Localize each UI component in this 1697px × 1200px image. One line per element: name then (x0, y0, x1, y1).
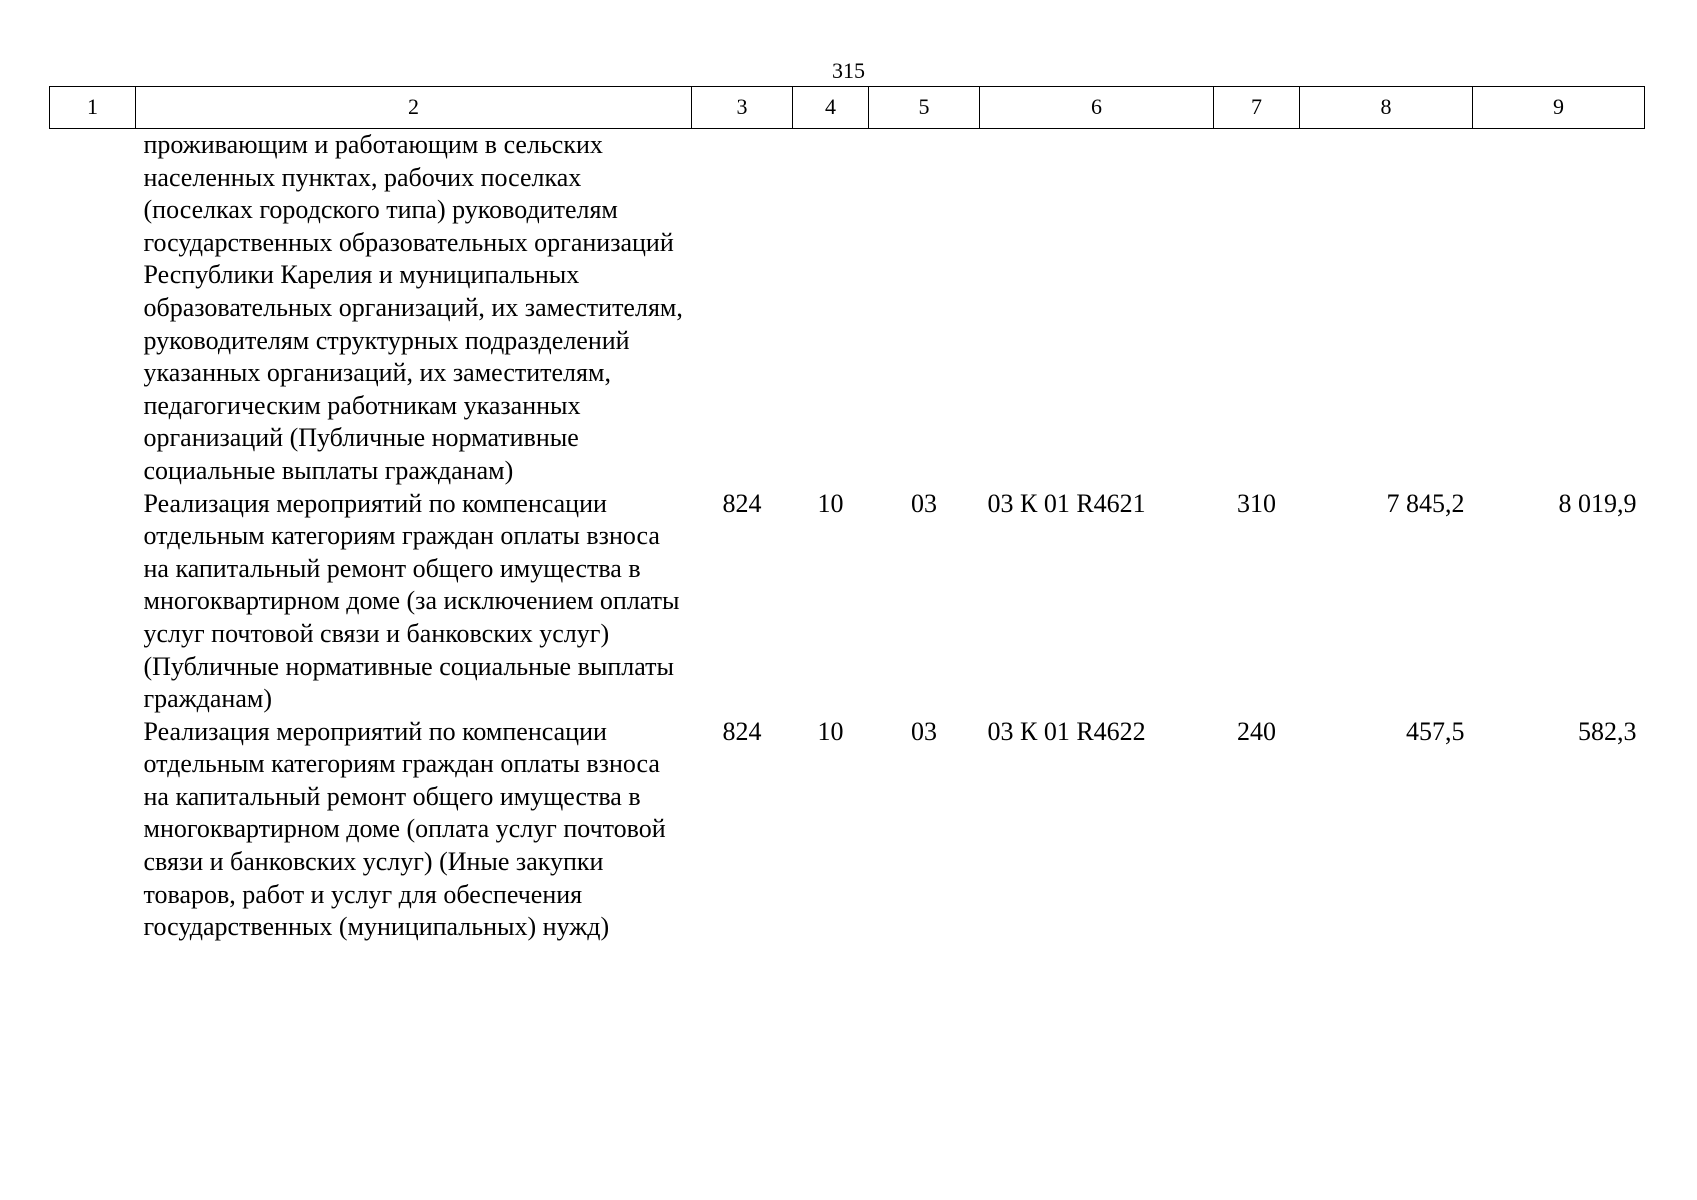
budget-table (49, 86, 1645, 944)
column-header-8: 8 (1300, 87, 1473, 129)
amount-cell-2: 582,3 (1578, 716, 1637, 746)
column-header-7: 7 (1214, 87, 1300, 129)
page-number: 315 (832, 58, 865, 83)
amount-cell-1 (1300, 129, 1473, 488)
target-article-cell (980, 129, 1214, 488)
column-header-9: 9 (1473, 87, 1645, 129)
expense-type-cell: 240 (1237, 716, 1276, 746)
table-row (50, 716, 1645, 944)
amount-cell-2: 8 019,9 (1558, 488, 1637, 518)
row-description: Реализация мероприятий по компенсации отдельным категориям граждан оплаты взноса на капитальный ремонт общего имущества в многоквартирном доме (оплата услуг почтовой связи и банковских услуг) (Иные закупки товаров, работ и услуг для обеспечения государственных (муниципальных) нужд) (143, 716, 666, 942)
amount-cell-1: 457,5 (1406, 716, 1465, 746)
column-header-1: 1 (50, 87, 136, 129)
amount-cell-2 (1473, 129, 1645, 488)
subsection-cell: 03 (911, 488, 937, 518)
admin-code-cell: 824 (722, 716, 762, 746)
target-article-cell: 03 К 01 R4621 (987, 488, 1146, 518)
column-header-2: 2 (136, 87, 692, 129)
target-article-cell: 03 К 01 R4622 (987, 716, 1146, 746)
column-header-6: 6 (980, 87, 1214, 129)
row-description: Реализация мероприятий по компенсации отдельным категориям граждан оплаты взноса на капитальный ремонт общего имущества в многоквартирном доме (за исключением оплаты услуг почтовой связи и банковских услуг) (Публичные нормативные социальные выплаты гражданам) (143, 488, 680, 714)
expense-type-cell (1214, 129, 1300, 488)
row-description: проживающим и работающим в сельских населенных пунктах, рабочих поселках (поселках городского типа) руководителям государственных образовательных организаций Республики Карелия и муниципальных образовательных организаций, их заместителям, руководителям структурных подразделений указанных организаций, их заместителям, педагогическим работникам указанных организаций (Публичные нормативные социальные выплаты гражданам) (143, 130, 683, 485)
column-header-5: 5 (869, 87, 980, 129)
table-row (50, 129, 1645, 488)
expense-type-cell: 310 (1237, 488, 1276, 518)
admin-code-cell (692, 129, 793, 488)
subsection-cell: 03 (911, 716, 937, 746)
column-header-3: 3 (692, 87, 793, 129)
section-cell (793, 129, 869, 488)
section-cell: 10 (817, 488, 844, 518)
admin-code-cell: 824 (722, 488, 762, 518)
table-row (50, 488, 1645, 716)
section-cell: 10 (817, 716, 844, 746)
subsection-cell (869, 129, 980, 488)
column-number-header-row (50, 87, 1645, 129)
column-header-4: 4 (793, 87, 869, 129)
amount-cell-1: 7 845,2 (1386, 488, 1465, 518)
